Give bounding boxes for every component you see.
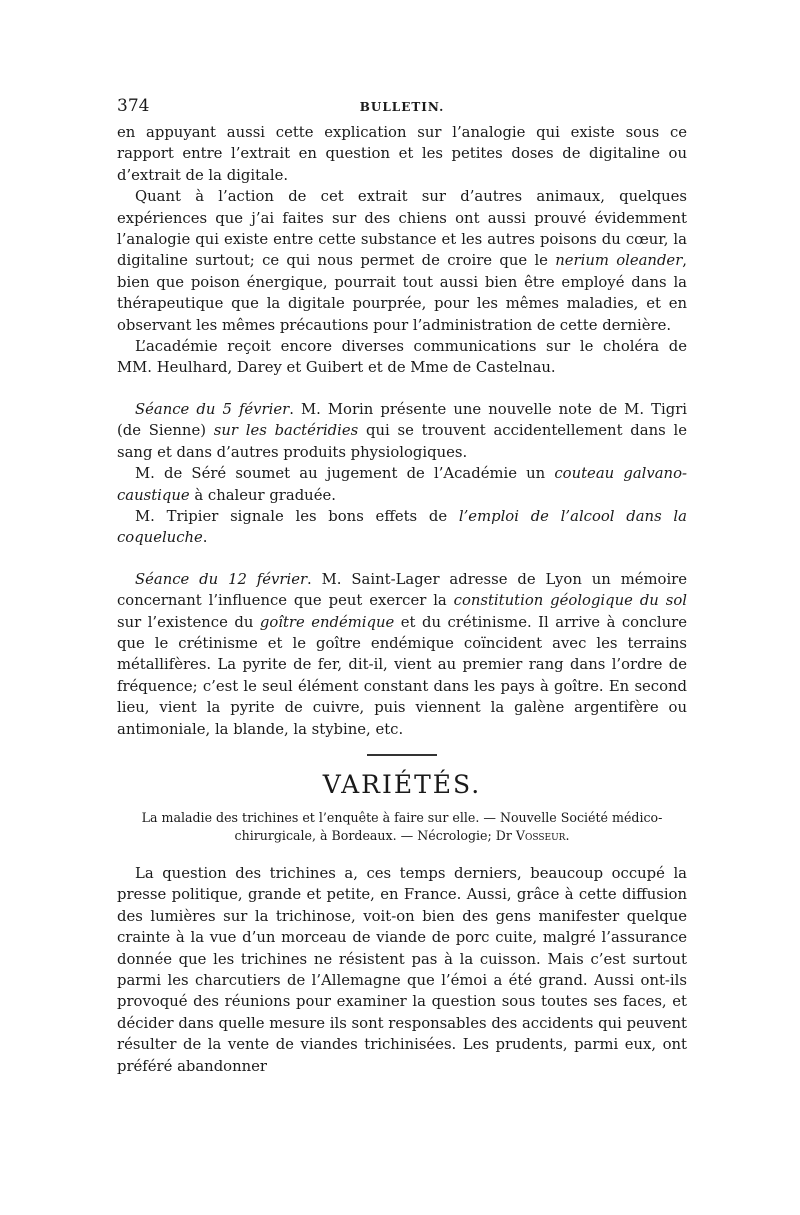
paragraph-animal-experiments [117, 186, 687, 336]
paragraph-continuation [117, 122, 687, 186]
text: . M. Saint-Lager adresse de Lyon un mémoire concernant l’influence que peut exercer la [117, 570, 688, 610]
section-title: VARIÉTÉS. [322, 769, 482, 799]
paragraph-trichines [117, 863, 687, 1077]
text: La question des trichines a, ces temps derniers, beaucoup occupé la presse politique, grande et petite, en France. Aussi, grâce à cette diffusion des lumières sur la trichinose, voit-on bien des gens manifester quelque crainte à la vue d’un morceau de viande de porc cuite, malgré l’assurance donnée que les trichines ne résistent pas à la cuisson. Mais c’est surtout parmi les charcutiers de l’Allemagne que l’émoi a été grand. Aussi ont-ils provoqué des réunions pour examiner la question sous toutes ses faces, et décider dans quelle mesure ils sont responsables des accidents qui peuvent résulter de la vente de viandes trichinisées. Les prudents, parmi eux, ont préféré abandonner [117, 864, 687, 1075]
section-summary [137, 809, 667, 845]
text: en appuyant aussi cette explication sur l’analogie qui existe sous ce rapport entre l’extrait en question et les petites doses de digitaline ou d’extrait de la digitale. [117, 124, 687, 184]
session-date: Séance du 12 février [135, 570, 308, 588]
summary-name: Vosseur [515, 827, 566, 843]
paragraph-tripier [117, 506, 687, 549]
paragraph-sere [117, 463, 687, 506]
summary-text: La maladie des trichines et l’enquête à faire sur elle. — Nouvelle Société médico-chirurgicale, à Bordeaux. — Nécrologie; Dr [141, 809, 663, 843]
text: . M. Morin présente une nouvelle note de M. Tigri (de Sienne) [117, 400, 687, 440]
running-title: BULLETIN. [359, 100, 445, 114]
italic-term: constitution géologique du sol [453, 592, 687, 610]
italic-term: sur les bactéridies [213, 422, 359, 440]
text: . [202, 529, 208, 547]
paragraph-seance-5-fevrier [117, 399, 687, 463]
text: et du crétinisme. Il arrive à conclure que le crétinisme et le goître endémique coïncident avec les terrains métallifères. La pyrite de fer, dit-il, vient au premier rang dans l’ordre de fréquence; c’est le seul élément constant dans les pays à goître. En second lieu, vient la pyrite de cuivre, puis viennent la galène argentifère ou antimoniale, la blande, la stybine, etc. [117, 613, 687, 738]
page-number: 374 [117, 96, 150, 116]
italic-term: goître endémique [259, 613, 395, 631]
summary-end: . [565, 827, 570, 843]
paragraph-seance-12-fevrier [117, 569, 687, 740]
text: L’académie reçoit encore diverses communications sur le choléra de MM. Heulhard, Darey et Guibert et de Mme de Castelnau. [117, 338, 687, 377]
text: qui se trouvent accidentellement dans le sang et dans d’autres produits physiologiques. [117, 422, 687, 461]
running-header [117, 96, 687, 122]
italic-term: l’emploi de l’alcool dans la coqueluche [117, 507, 687, 547]
page [117, 96, 687, 1077]
italic-term: couteau galvano-caustique [117, 465, 687, 504]
text: Quant à l’action de cet extrait sur d’autres animaux, quelques expériences que j’ai faites sur des chiens ont aussi prouvé évidemment l’analogie qui existe entre cette substance et les autres poisons du cœur, la digitaline surtout; ce qui nous permet de croire que le [117, 188, 687, 270]
text: M. Tripier signale les bons effets de [135, 507, 459, 525]
text: , bien que poison énergique, pourrait tout aussi bien être employé dans la thérapeutique que la digitale pourprée, pour les mêmes maladies, et en observant les mêmes précautions pour l’administration de cette dernière. [117, 252, 687, 334]
text: à chaleur graduée. [189, 486, 336, 504]
paragraph-cholera [117, 336, 687, 379]
italic-term: nerium oleander [555, 252, 683, 270]
text: M. de Séré soumet au jugement de l’Académie un [135, 465, 555, 483]
text: sur l’existence du [117, 613, 260, 631]
session-date: Séance du 5 février [135, 400, 290, 418]
section-divider [367, 754, 437, 756]
